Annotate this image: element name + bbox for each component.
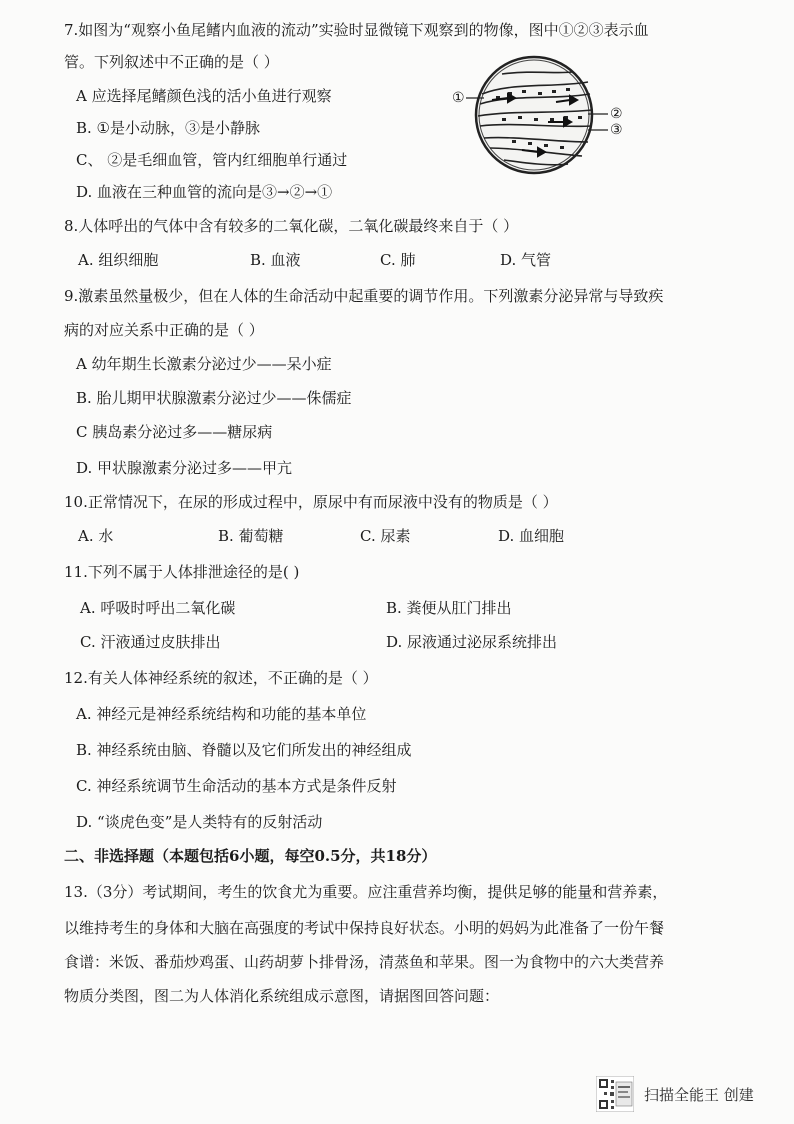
- q12-option-b: B. 神经系统由脑、脊髓以及它们所发出的神经组成: [76, 741, 412, 759]
- q9-option-c: C 胰岛素分泌过多——糖尿病: [76, 423, 273, 441]
- q9-stem-line1: 9.激素虽然量极少，但在人体的生命活动中起重要的调节作用。下列激素分泌异常与导致疾: [64, 287, 664, 305]
- q9-option-b: B. 胎儿期甲状腺激素分泌过少——侏儒症: [76, 389, 352, 407]
- watermark-text: 扫描全能王 创建: [644, 1086, 754, 1104]
- q11-option-c: C. 汗液通过皮肤排出: [80, 633, 221, 651]
- q7-stem-line1: 7.如图为“观察小鱼尾鳍内血液的流动”实验时显微镜下观察到的物像，图中①②③表示血: [64, 21, 649, 39]
- section-2-heading: 二、非选择题（本题包括6小题，每空0.5分，共18分）: [64, 847, 437, 865]
- q8-option-d: D. 气管: [500, 251, 552, 269]
- q11-option-a: A. 呼吸时呼出二氧化碳: [80, 599, 236, 617]
- q10-option-b: B. 葡萄糖: [218, 527, 284, 545]
- q8-option-b: B. 血液: [250, 251, 301, 269]
- q7-option-c: C、 ②是毛细血管，管内红细胞单行通过: [76, 151, 348, 169]
- q10-option-d: D. 血细胞: [498, 527, 565, 545]
- q11-option-b: B. 粪便从肛门排出: [386, 599, 512, 617]
- q11-option-d: D. 尿液通过泌尿系统排出: [386, 633, 558, 651]
- q12-stem: 12.有关人体神经系统的叙述，不正确的是（ ）: [64, 669, 378, 687]
- q10-stem: 10.正常情况下，在尿的形成过程中，原尿中有而尿液中没有的物质是（ ）: [64, 493, 558, 511]
- qr-code-icon: [596, 1076, 634, 1112]
- q13-line3: 食谱：米饭、番茄炒鸡蛋、山药胡萝卜排骨汤，清蒸鱼和苹果。图一为食物中的六大类营养: [64, 953, 665, 971]
- figure-label-2: ②: [610, 106, 623, 122]
- q12-option-c: C. 神经系统调节生命活动的基本方式是条件反射: [76, 777, 397, 795]
- q12-option-a: A. 神经元是神经系统结构和功能的基本单位: [76, 705, 367, 723]
- q7-option-b: B. ①是小动脉，③是小静脉: [76, 119, 261, 137]
- q11-stem: 11.下列不属于人体排泄途径的是( ): [64, 563, 300, 581]
- q9-option-a: A 幼年期生长激素分泌过少——呆小症: [76, 355, 332, 373]
- q8-option-c: C. 肺: [380, 251, 416, 269]
- figure-label-1: ①: [452, 90, 465, 106]
- q8-option-a: A. 组织细胞: [78, 251, 159, 269]
- figure-label-3: ③: [610, 122, 623, 138]
- q12-option-d: D. “谈虎色变”是人类特有的反射活动: [76, 813, 323, 831]
- q7-stem-line2: 管。下列叙述中不正确的是（ ）: [64, 53, 279, 71]
- q13-line1: 13.（3分）考试期间，考生的饮食尤为重要。应注重营养均衡，提供足够的能量和营养素，: [64, 883, 668, 901]
- q13-line2: 以维持考生的身体和大脑在高强度的考试中保持良好状态。小明的妈妈为此准备了一份午餐: [64, 919, 665, 937]
- q13-line4: 物质分类图，图二为人体消化系统组成示意图，请据图回答问题：: [64, 987, 500, 1005]
- q7-option-a: A 应选择尾鳍颜色浅的活小鱼进行观察: [76, 87, 332, 105]
- q9-stem-line2: 病的对应关系中正确的是（ ）: [64, 321, 264, 339]
- q10-option-c: C. 尿素: [360, 527, 411, 545]
- q10-option-a: A. 水: [78, 527, 114, 545]
- microscope-figure: [452, 52, 632, 182]
- q7-option-d: D. 血液在三种血管的流向是③→②→①: [76, 183, 333, 201]
- q9-option-d: D. 甲状腺激素分泌过多——甲亢: [76, 459, 293, 477]
- blood-vessel-diagram: [452, 52, 632, 182]
- q8-stem: 8.人体呼出的气体中含有较多的二氧化碳，二氧化碳最终来自于（ ）: [64, 217, 519, 235]
- scanner-watermark: [592, 1074, 782, 1114]
